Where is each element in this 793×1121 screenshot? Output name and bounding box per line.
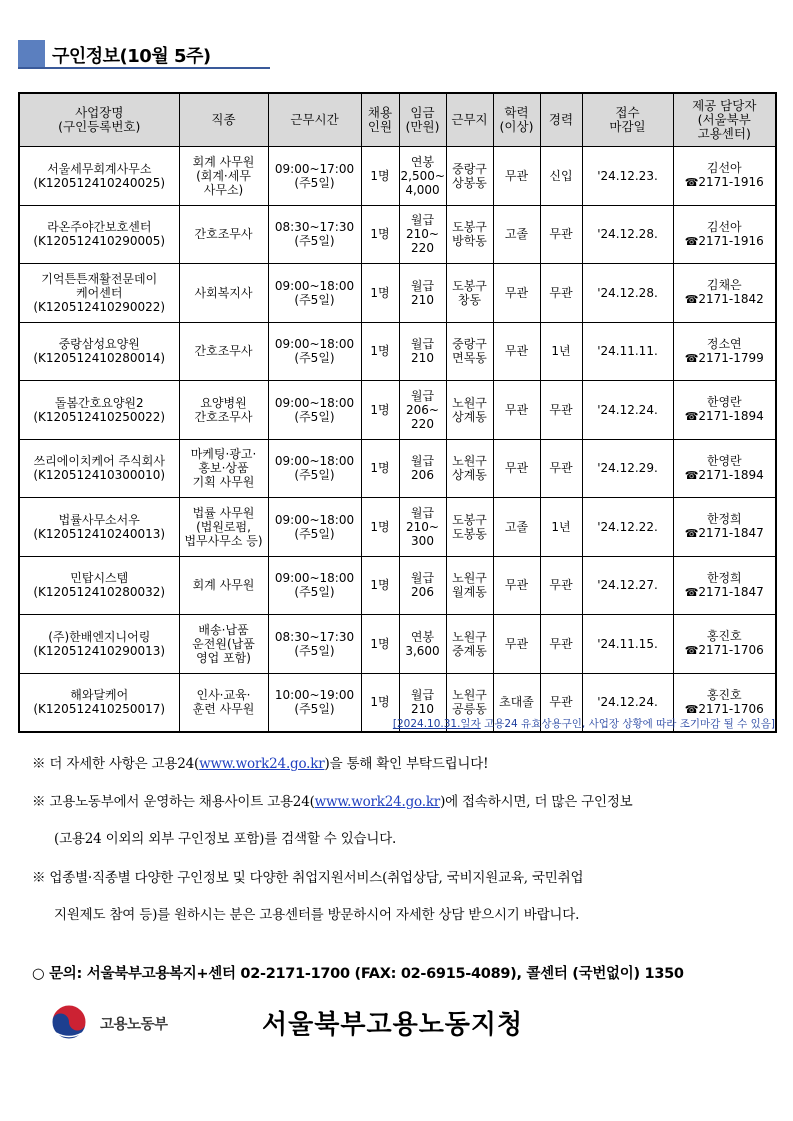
wage-cell-line: 210 <box>411 292 434 307</box>
location-cell-line: 상계동 <box>452 409 487 424</box>
experience-cell: 무관 <box>540 439 582 498</box>
deadline-cell: '24.12.28. <box>582 205 673 264</box>
job-cell <box>179 147 268 206</box>
job-cell-line: (회계·세무 <box>196 168 251 183</box>
manager-phone: 2171-1842 <box>698 292 764 307</box>
location-cell-line: 월계동 <box>452 585 487 600</box>
wage-cell <box>399 147 446 206</box>
column-header <box>582 93 673 147</box>
hours-cell <box>268 381 361 440</box>
company-cell <box>19 673 179 732</box>
location-cell-line: 방학동 <box>452 234 487 249</box>
company-cell-line: (K120512410250017) <box>33 702 166 716</box>
wage-cell <box>399 556 446 615</box>
company-cell-line: 중랑삼성요양원 <box>58 337 140 352</box>
manager-cell <box>673 439 776 498</box>
column-header-line: 경력 <box>548 112 574 127</box>
work24-link-2[interactable]: www.work24.go.kr <box>314 794 441 810</box>
deadline-cell: '24.12.24. <box>582 381 673 440</box>
location-cell-line: 중랑구 <box>452 337 487 352</box>
experience-cell: 1년 <box>540 322 582 381</box>
education-cell: 고졸 <box>493 205 540 264</box>
manager-cell <box>673 498 776 557</box>
note-3: ※ 업종별·직종별 다양한 구인정보 및 다양한 취업지원서비스(취업상담, 국비지원교육, 국민취업 <box>32 870 584 886</box>
contact-info: ○ 문의: 서울북부고용복지+센터 02-2171-1700 (FAX: 02-6915-4089), 콜센터 (국번없이) 1350 <box>32 966 684 982</box>
hours-cell <box>268 498 361 557</box>
deadline-cell: '24.12.23. <box>582 147 673 206</box>
location-cell-line: 노원구 <box>452 629 487 644</box>
table-header-row <box>19 93 776 147</box>
company-cell-line: (K120512410240013) <box>33 526 166 541</box>
hours-cell-line: (주5일) <box>294 526 335 541</box>
hours-cell <box>268 264 361 323</box>
job-cell-line: 법률 사무원 <box>192 505 255 520</box>
hours-cell-line: 10:00~19:00 <box>274 688 355 702</box>
note-1-text-a: ※ 더 자세한 사항은 고용24( <box>32 756 200 772</box>
experience-cell: 무관 <box>540 381 582 440</box>
location-cell-line: 공릉동 <box>452 702 487 716</box>
title-color-block <box>18 40 45 68</box>
count-cell: 1명 <box>361 556 399 615</box>
experience-cell: 무관 <box>540 556 582 615</box>
column-header-line: 학력 <box>504 105 529 120</box>
company-cell-line: 라온주야간보호센터 <box>47 220 152 235</box>
count-cell: 1명 <box>361 381 399 440</box>
count-cell: 1명 <box>361 322 399 381</box>
company-cell <box>19 556 179 615</box>
job-cell-line: 사회복지사 <box>194 285 253 300</box>
education-cell: 무관 <box>493 264 540 323</box>
experience-cell: 무관 <box>540 615 582 674</box>
phone-icon: ☎ <box>684 176 699 190</box>
hours-cell <box>268 322 361 381</box>
manager-cell <box>673 381 776 440</box>
note-2 <box>32 793 633 811</box>
table-body <box>19 147 776 732</box>
company-cell-line: 케어센터 <box>76 285 123 300</box>
manager-name: 정소연 <box>706 336 742 351</box>
count-cell: 1명 <box>361 205 399 264</box>
location-cell-line: 노원구 <box>452 688 487 702</box>
hours-cell <box>268 439 361 498</box>
deadline-cell: '24.12.27. <box>582 556 673 615</box>
column-header-line: 접수 <box>615 105 640 120</box>
column-header-line: 인원 <box>367 119 393 134</box>
wage-cell-line: 월급 <box>410 571 435 586</box>
table-row <box>19 322 776 381</box>
location-cell <box>446 147 493 206</box>
location-cell <box>446 381 493 440</box>
note-2-text-a: ※ 고용노동부에서 운영하는 채용사이트 고용24( <box>32 794 315 810</box>
wage-cell-line: 220 <box>411 241 434 256</box>
location-cell <box>446 264 493 323</box>
manager-name: 김선아 <box>706 161 742 176</box>
education-cell: 무관 <box>493 147 540 206</box>
count-cell: 1명 <box>361 673 399 732</box>
column-header <box>19 93 179 147</box>
table-row <box>19 205 776 264</box>
company-cell-line: (K120512410290022) <box>33 299 166 314</box>
hours-cell-line: 09:00~18:00 <box>274 395 355 410</box>
job-cell-line: 간호조무사 <box>194 344 253 359</box>
company-cell <box>19 615 179 674</box>
company-cell <box>19 205 179 264</box>
column-header <box>361 93 399 147</box>
table-footnote <box>393 716 775 731</box>
table-row <box>19 264 776 323</box>
hours-cell-line: (주5일) <box>294 702 335 716</box>
location-cell-line: 도봉구 <box>452 278 487 293</box>
job-cell-line: 영업 포함) <box>196 650 251 665</box>
hours-cell-line: 09:00~18:00 <box>274 278 355 293</box>
wage-cell-line: 3,600 <box>405 643 440 658</box>
education-cell: 무관 <box>493 381 540 440</box>
location-cell-line: 중랑구 <box>452 161 487 176</box>
location-cell <box>446 205 493 264</box>
column-header-line: 임금 <box>410 105 435 120</box>
company-cell-line: (K120512410290005) <box>33 234 166 249</box>
experience-cell: 무관 <box>540 673 582 732</box>
job-cell-line: 요양병원 <box>200 395 247 410</box>
company-cell <box>19 381 179 440</box>
hours-cell-line: 09:00~17:00 <box>274 161 355 176</box>
company-cell-line: (K120512410290013) <box>33 643 166 658</box>
deadline-cell: '24.12.28. <box>582 264 673 323</box>
location-cell <box>446 556 493 615</box>
wage-cell-line: 연봉 <box>410 629 435 644</box>
manager-name: 홍진호 <box>706 687 742 702</box>
manager-cell <box>673 264 776 323</box>
manager-cell <box>673 322 776 381</box>
location-cell <box>446 439 493 498</box>
hours-cell-line: (주5일) <box>294 351 335 366</box>
deadline-cell: '24.12.29. <box>582 439 673 498</box>
wage-cell <box>399 439 446 498</box>
wage-cell-line: 206 <box>411 468 434 483</box>
hours-cell-line: (주5일) <box>294 175 335 190</box>
wage-cell <box>399 498 446 557</box>
company-cell-line: 법률사무소서우 <box>58 512 140 527</box>
job-cell <box>179 381 268 440</box>
wage-cell-line: 월급 <box>410 688 435 702</box>
hours-cell <box>268 147 361 206</box>
location-cell-line: 도봉구 <box>452 220 487 235</box>
wage-cell-line: 4,000 <box>405 182 440 197</box>
wage-cell-line: 월급 <box>410 337 435 352</box>
location-cell-line: 도봉구 <box>452 512 487 527</box>
company-cell-line: (K120512410250022) <box>33 409 166 424</box>
phone-icon: ☎ <box>684 410 699 424</box>
count-cell: 1명 <box>361 264 399 323</box>
column-header-line: 마감일 <box>609 119 646 134</box>
company-cell-line: (K120512410240025) <box>33 175 166 190</box>
manager-phone: 2171-1799 <box>698 350 764 365</box>
education-cell: 무관 <box>493 556 540 615</box>
taegeuk-emblem-icon <box>48 1002 90 1042</box>
office-name: 서울북부고용노동지청 <box>262 1010 524 1040</box>
manager-phone: 2171-1706 <box>698 643 764 658</box>
manager-phone: 2171-1847 <box>698 584 764 599</box>
company-cell <box>19 264 179 323</box>
job-cell-line: 법무사무소 등) <box>184 533 263 548</box>
company-cell-line: 민탑시스템 <box>70 571 129 586</box>
column-header-line: (서울북부 <box>697 112 751 127</box>
job-cell-line: 사무소) <box>203 182 244 197</box>
location-cell-line: 노원구 <box>452 571 487 586</box>
company-cell-line: 기억튼튼재활전문데이 <box>41 271 158 286</box>
manager-cell <box>673 556 776 615</box>
note-2-line-2: (고용24 이외의 외부 구인정보 포함)를 검색할 수 있습니다. <box>54 831 397 847</box>
column-header-line: 직종 <box>211 112 236 127</box>
hours-cell <box>268 556 361 615</box>
hours-cell-line: 09:00~18:00 <box>274 337 355 352</box>
company-cell-line: (K120512410300010) <box>33 468 166 483</box>
wage-cell-line: 210 <box>411 702 434 716</box>
count-cell: 1명 <box>361 615 399 674</box>
deadline-cell: '24.11.11. <box>582 322 673 381</box>
hours-cell-line: (주5일) <box>294 643 335 658</box>
footnote-date: [2024.10.31.일자 <box>392 718 481 730</box>
table-row <box>19 381 776 440</box>
company-cell <box>19 322 179 381</box>
company-cell-line: 쓰리에이치케어 주식회사 <box>33 454 165 469</box>
location-cell-line: 중계동 <box>452 643 487 658</box>
location-cell-line: 상봉동 <box>452 175 487 190</box>
column-header-line: 채용 <box>367 105 393 120</box>
job-cell-line: 훈련 사무원 <box>192 702 255 716</box>
column-header-line: (이상) <box>499 119 534 134</box>
job-cell <box>179 556 268 615</box>
table-row <box>19 615 776 674</box>
page-title: 구인정보(10월 5주) <box>52 46 211 67</box>
company-cell-line: (주)한배엔지니어링 <box>48 629 151 644</box>
table-row <box>19 439 776 498</box>
manager-cell <box>673 147 776 206</box>
wage-cell <box>399 322 446 381</box>
deadline-cell: '24.11.15. <box>582 615 673 674</box>
phone-icon: ☎ <box>684 468 699 482</box>
education-cell: 무관 <box>493 615 540 674</box>
column-header <box>673 93 776 147</box>
hours-cell-line: 09:00~18:00 <box>274 571 355 586</box>
job-cell <box>179 205 268 264</box>
table-row <box>19 147 776 206</box>
job-cell <box>179 439 268 498</box>
location-cell-line: 창동 <box>457 292 482 307</box>
phone-icon: ☎ <box>684 527 699 541</box>
experience-cell: 신입 <box>540 147 582 206</box>
wage-cell-line: 월급 <box>410 388 435 403</box>
job-cell-line: 운전원(납품 <box>192 636 255 651</box>
manager-name: 김선아 <box>706 219 742 234</box>
company-cell-line: (K120512410280014) <box>33 351 166 366</box>
manager-cell <box>673 205 776 264</box>
column-header <box>268 93 361 147</box>
column-header-line: 근무지 <box>451 112 488 127</box>
manager-cell <box>673 615 776 674</box>
job-cell <box>179 498 268 557</box>
wage-cell-line: 210 <box>411 351 434 366</box>
job-cell-line: 홍보·상품 <box>198 461 249 476</box>
note-2-text-b: )에 접속하시면, 더 많은 구인정보 <box>440 794 633 810</box>
manager-phone: 2171-1916 <box>698 233 764 248</box>
hours-cell-line: 08:30~17:30 <box>274 220 355 235</box>
wage-cell-line: 월급 <box>410 505 435 520</box>
hours-cell-line: (주5일) <box>294 292 335 307</box>
hours-cell-line: (주5일) <box>294 468 335 483</box>
table-row <box>19 498 776 557</box>
phone-icon: ☎ <box>684 234 699 248</box>
job-cell-line: 회계 사무원 <box>192 578 255 593</box>
manager-name: 한정희 <box>706 570 742 585</box>
phone-icon: ☎ <box>684 351 699 365</box>
manager-phone: 2171-1706 <box>698 701 764 716</box>
table-row <box>19 556 776 615</box>
education-cell: 고졸 <box>493 498 540 557</box>
column-header-line: 제공 담당자 <box>692 98 757 113</box>
location-cell <box>446 615 493 674</box>
location-cell <box>446 498 493 557</box>
location-cell-line: 도봉동 <box>452 526 487 541</box>
wage-cell <box>399 381 446 440</box>
column-header <box>446 93 493 147</box>
count-cell: 1명 <box>361 439 399 498</box>
manager-name: 한정희 <box>706 512 742 527</box>
job-cell-line: 마케팅·광고· <box>190 447 257 462</box>
company-cell-line: 돌봄간호요양원2 <box>54 395 144 410</box>
wage-cell-line: 210~ <box>406 519 439 534</box>
job-cell-line: (법원로펌, <box>196 519 251 534</box>
note-1-text-b: )을 통해 확인 부탁드립니다! <box>324 756 489 772</box>
hours-cell-line: 08:30~17:30 <box>274 629 355 644</box>
column-header <box>493 93 540 147</box>
hours-cell-line: (주5일) <box>294 585 335 600</box>
note-1 <box>32 755 488 773</box>
hours-cell-line: 09:00~18:00 <box>274 512 355 527</box>
deadline-cell: '24.12.24. <box>582 673 673 732</box>
wage-cell <box>399 264 446 323</box>
job-cell <box>179 264 268 323</box>
column-header <box>399 93 446 147</box>
column-header-line: (구인등록번호) <box>58 119 141 134</box>
column-header <box>179 93 268 147</box>
manager-phone: 2171-1894 <box>698 409 764 424</box>
location-cell-line: 상계동 <box>452 468 487 483</box>
job-cell-line: 간호조무사 <box>194 227 253 242</box>
page-title-area <box>18 40 270 68</box>
wage-cell <box>399 615 446 674</box>
manager-name: 김채은 <box>706 278 742 293</box>
education-cell: 무관 <box>493 322 540 381</box>
wage-cell-line: 월급 <box>410 454 435 469</box>
company-cell-line: 해와달케어 <box>70 688 129 702</box>
wage-cell-line: 연봉 <box>410 154 435 169</box>
wage-cell-line: 206~ <box>406 402 439 417</box>
job-cell-line: 인사·교육· <box>196 688 251 702</box>
job-cell-line: 기획 사무원 <box>192 475 255 490</box>
location-cell-line: 면목동 <box>452 351 487 366</box>
education-cell: 초대졸 <box>493 673 540 732</box>
location-cell <box>446 322 493 381</box>
wage-cell-line: 2,500~ <box>400 168 445 183</box>
manager-phone: 2171-1847 <box>698 526 764 541</box>
ministry-logo <box>48 1002 198 1042</box>
manager-phone: 2171-1894 <box>698 467 764 482</box>
phone-icon: ☎ <box>684 702 699 716</box>
count-cell: 1명 <box>361 498 399 557</box>
title-underline <box>18 67 270 69</box>
manager-name: 홍진호 <box>706 629 742 644</box>
wage-cell-line: 월급 <box>410 278 435 293</box>
work24-link-1[interactable]: www.work24.go.kr <box>199 756 325 772</box>
education-cell: 무관 <box>493 439 540 498</box>
note-3-line-2: 지원제도 참여 등)를 원하시는 분은 고용센터를 방문하시어 자세한 상담 받으시기 바랍니다. <box>54 907 580 923</box>
location-cell-line: 노원구 <box>452 395 487 410</box>
wage-cell-line: 206 <box>411 585 434 600</box>
column-header-line: (만원) <box>405 119 440 134</box>
phone-icon: ☎ <box>684 293 699 307</box>
company-cell <box>19 147 179 206</box>
manager-name: 한영란 <box>706 395 742 410</box>
column-header-line: 고용센터) <box>697 126 751 141</box>
phone-icon: ☎ <box>684 585 699 599</box>
company-cell <box>19 498 179 557</box>
job-cell <box>179 673 268 732</box>
column-header-line: 근무시간 <box>290 112 339 127</box>
wage-cell-line: 220 <box>411 416 434 431</box>
hours-cell <box>268 615 361 674</box>
company-cell-line: 서울세무회계사무소 <box>47 161 152 176</box>
job-cell-line: 배송·납품 <box>198 622 249 637</box>
company-cell <box>19 439 179 498</box>
experience-cell: 1년 <box>540 498 582 557</box>
location-cell-line: 노원구 <box>452 454 487 469</box>
deadline-cell: '24.12.22. <box>582 498 673 557</box>
count-cell: 1명 <box>361 147 399 206</box>
manager-name: 한영란 <box>706 453 742 468</box>
footnote-text: 고용24 유효상용구인, 사업장 상황에 따라 조기마감 될 수 있음] <box>484 718 775 730</box>
hours-cell-line: 09:00~18:00 <box>274 454 355 469</box>
job-cell <box>179 615 268 674</box>
phone-icon: ☎ <box>684 644 699 658</box>
column-header <box>540 93 582 147</box>
wage-cell-line: 210~ <box>406 227 439 242</box>
job-cell <box>179 322 268 381</box>
experience-cell: 무관 <box>540 264 582 323</box>
wage-cell <box>399 205 446 264</box>
hours-cell <box>268 673 361 732</box>
hours-cell-line: (주5일) <box>294 234 335 249</box>
job-listings-table <box>18 92 777 733</box>
manager-phone: 2171-1916 <box>698 175 764 190</box>
wage-cell-line: 월급 <box>410 213 435 228</box>
hours-cell-line: (주5일) <box>294 409 335 424</box>
job-cell-line: 회계 사무원 <box>192 154 255 169</box>
company-cell-line: (K120512410280032) <box>33 585 166 600</box>
logo-text: 고용노동부 <box>100 1017 168 1033</box>
experience-cell: 무관 <box>540 205 582 264</box>
wage-cell-line: 300 <box>411 533 434 548</box>
column-header-line: 사업장명 <box>75 105 124 120</box>
job-cell-line: 간호조무사 <box>194 409 253 424</box>
hours-cell <box>268 205 361 264</box>
